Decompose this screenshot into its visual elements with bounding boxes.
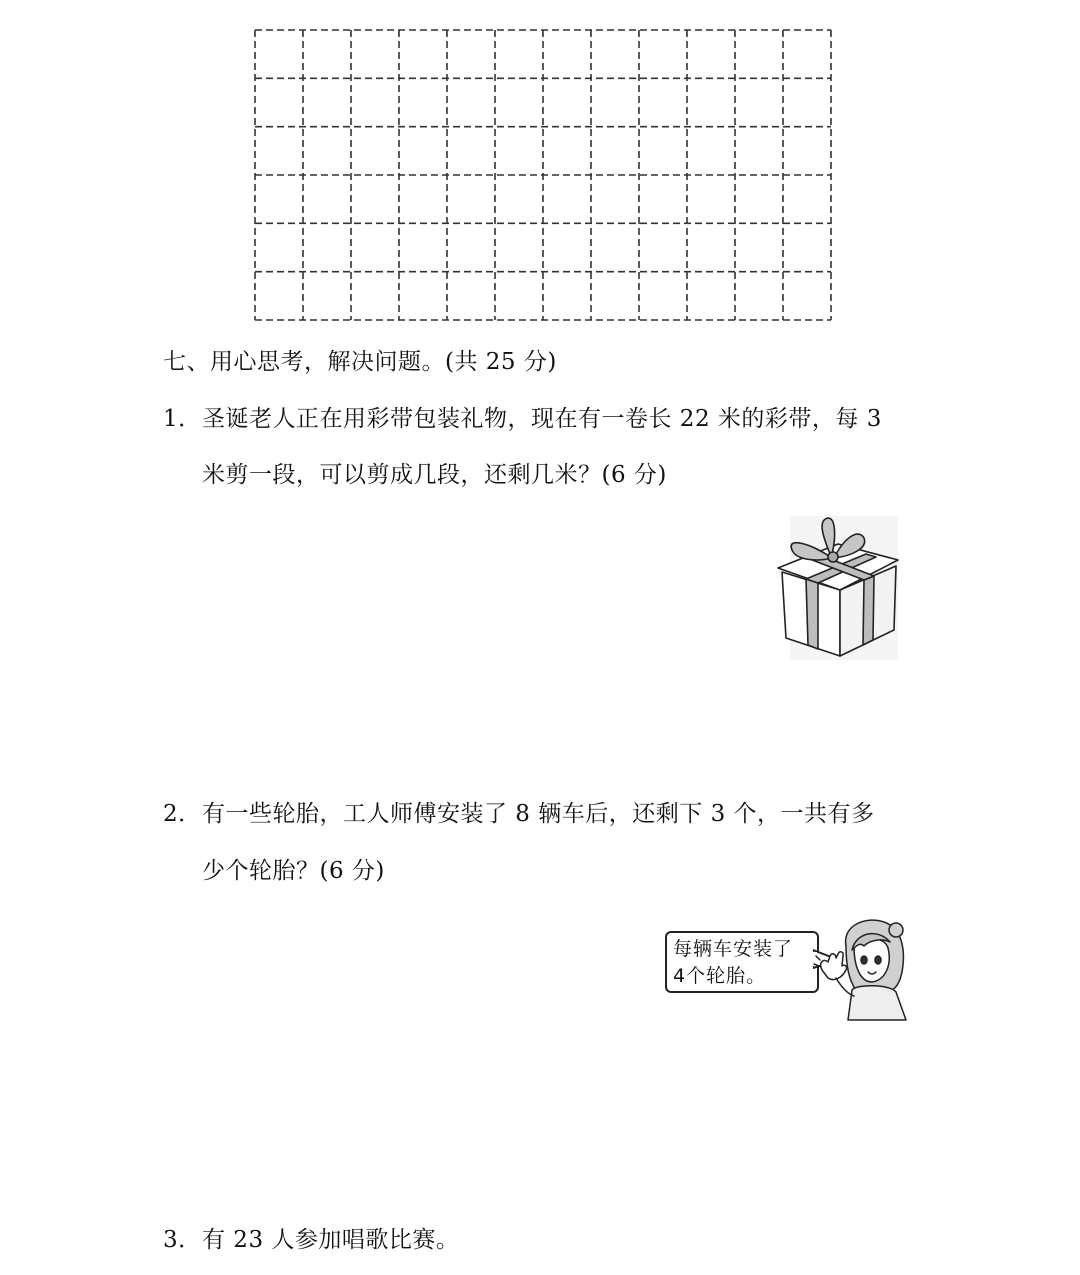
question-3-line-1 bbox=[163, 1225, 459, 1255]
hint-line-1: 每辆车安装了 bbox=[673, 938, 794, 960]
question-2-text: 有一些轮胎，工人师傅安装了 8 辆车后，还剩下 3 个，一共有多 bbox=[202, 801, 875, 827]
question-1-number: 1． bbox=[163, 406, 202, 432]
hint-line-2: 4个轮胎。 bbox=[673, 965, 767, 987]
gift-box-icon bbox=[772, 514, 900, 662]
girl-waving-icon bbox=[812, 916, 912, 1024]
question-2-number: 2． bbox=[163, 801, 202, 827]
question-1-line-2: 米剪一段，可以剪成几段，还剩几米？(6 分) bbox=[202, 462, 667, 488]
dashed-drawing-grid bbox=[254, 29, 832, 321]
question-3-text: 有 23 人参加唱歌比赛。 bbox=[202, 1227, 460, 1253]
hint-speech-bubble bbox=[665, 931, 819, 993]
question-2-line-1 bbox=[163, 799, 875, 829]
question-1-text: 圣诞老人正在用彩带包装礼物，现在有一卷长 22 米的彩带，每 3 bbox=[202, 406, 882, 432]
question-2-line-2: 少个轮胎？(6 分) bbox=[202, 858, 385, 884]
section-heading: 七、用心思考，解决问题。(共 25 分) bbox=[163, 349, 557, 375]
question-3-number: 3． bbox=[163, 1227, 202, 1253]
question-1-line-1 bbox=[163, 404, 882, 434]
